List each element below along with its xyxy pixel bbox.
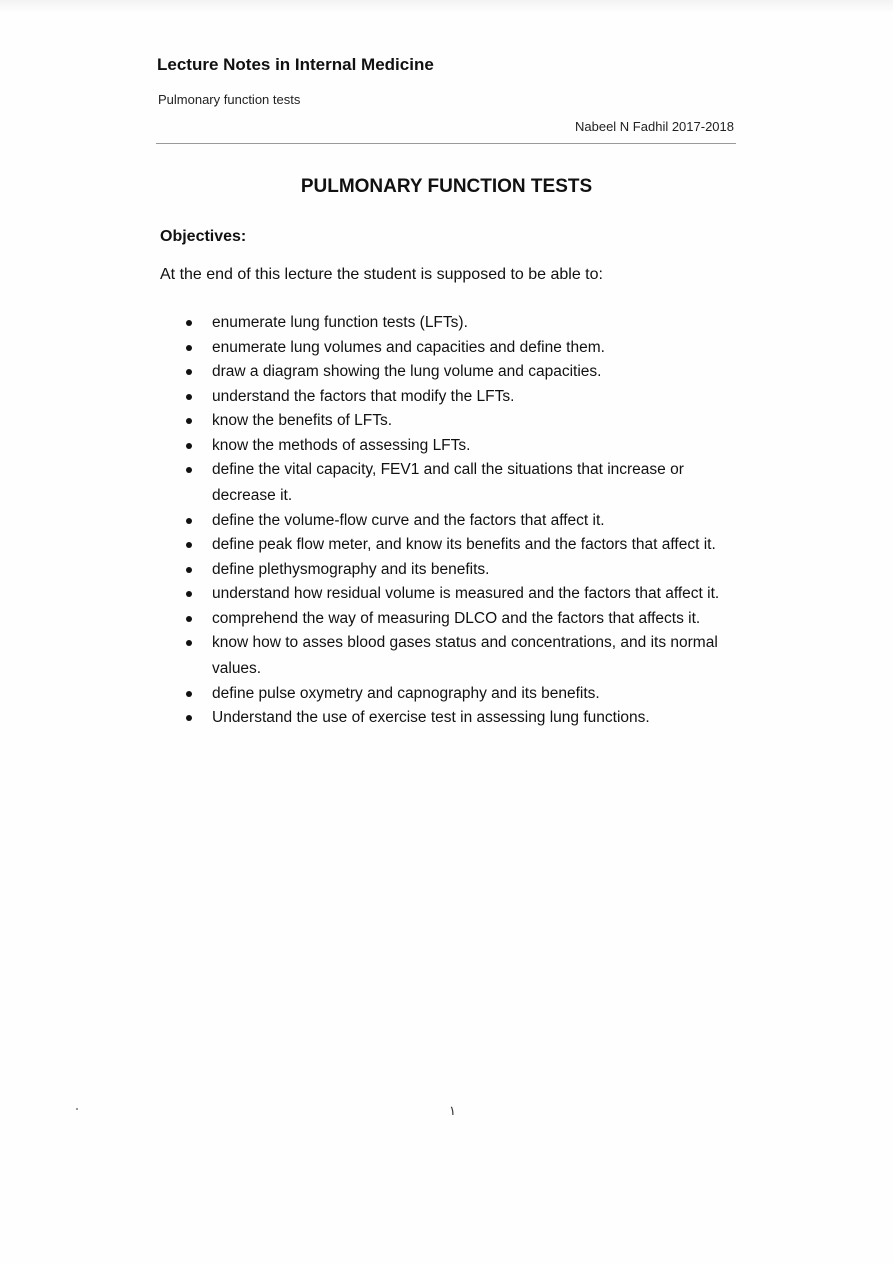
document-title-text: PULMONARY FUNCTION TESTS bbox=[300, 176, 593, 197]
bullet-icon bbox=[186, 418, 192, 424]
objective-item bbox=[186, 433, 746, 459]
objective-text: Understand the use of exercise test in assessing lung functions. bbox=[212, 709, 650, 726]
scan-speck bbox=[76, 1108, 78, 1110]
objective-item bbox=[186, 705, 746, 731]
objective-text: understand the factors that modify the LFTs. bbox=[212, 387, 515, 405]
objective-item bbox=[186, 681, 746, 707]
page-number: ١ bbox=[449, 1103, 456, 1118]
bullet-icon bbox=[186, 567, 192, 573]
intro-text: At the end of this lecture the student is supposed to be able to: bbox=[160, 266, 603, 283]
objective-text: know how to asses blood gases status and concentrations, and its normal values. bbox=[212, 634, 718, 677]
bullet-icon bbox=[186, 616, 192, 622]
bullet-icon bbox=[186, 518, 192, 524]
objective-item bbox=[186, 606, 746, 632]
objective-text: define plethysmography and its benefits. bbox=[212, 560, 490, 578]
header-title: Lecture Notes in Internal Medicine bbox=[157, 55, 434, 74]
objective-text: enumerate lung volumes and capacities and define them. bbox=[212, 338, 605, 356]
bullet-icon bbox=[186, 640, 192, 646]
header-subtitle: Pulmonary function tests bbox=[158, 92, 301, 107]
objective-item bbox=[186, 408, 746, 434]
scan-shadow bbox=[0, 0, 893, 14]
objective-item bbox=[186, 557, 746, 583]
objective-text: define pulse oxymetry and capnography and its benefits. bbox=[212, 684, 600, 702]
objective-text: define the volume-flow curve and the factors that affect it. bbox=[212, 511, 605, 529]
objective-item bbox=[186, 310, 746, 336]
bullet-icon bbox=[186, 394, 192, 400]
objective-text: understand how residual volume is measured and the factors that affect it. bbox=[212, 585, 720, 602]
header-divider bbox=[156, 143, 736, 144]
objective-item bbox=[186, 581, 746, 607]
objective-item bbox=[186, 508, 746, 534]
objective-text: define the vital capacity, FEV1 and call the situations that increase or decrease it. bbox=[212, 461, 684, 504]
header-author: Nabeel N Fadhil 2017-2018 bbox=[575, 119, 734, 134]
objective-item bbox=[186, 359, 746, 385]
objective-item bbox=[186, 457, 746, 509]
objective-item bbox=[186, 384, 746, 410]
objective-text: know the methods of assessing LFTs. bbox=[212, 436, 471, 454]
objective-text: comprehend the way of measuring DLCO and the factors that affects it. bbox=[212, 609, 701, 627]
bullet-icon bbox=[186, 320, 192, 326]
document-title bbox=[0, 176, 893, 198]
objective-text: draw a diagram showing the lung volume and capacities. bbox=[212, 363, 602, 380]
objective-item bbox=[186, 630, 746, 682]
objective-text: define peak flow meter, and know its benefits and the factors that affect it. bbox=[212, 536, 716, 553]
bullet-icon bbox=[186, 715, 192, 721]
objective-item bbox=[186, 532, 746, 558]
bullet-icon bbox=[186, 369, 192, 375]
objectives-heading: Objectives: bbox=[160, 228, 247, 245]
bullet-icon bbox=[186, 591, 192, 597]
bullet-icon bbox=[186, 691, 192, 697]
bullet-icon bbox=[186, 467, 192, 473]
objective-item bbox=[186, 335, 746, 361]
objective-text: enumerate lung function tests (LFTs). bbox=[212, 314, 468, 331]
objective-text: know the benefits of LFTs. bbox=[212, 412, 393, 429]
bullet-icon bbox=[186, 443, 192, 449]
bullet-icon bbox=[186, 345, 192, 351]
objectives-list bbox=[186, 310, 746, 730]
bullet-icon bbox=[186, 542, 192, 548]
